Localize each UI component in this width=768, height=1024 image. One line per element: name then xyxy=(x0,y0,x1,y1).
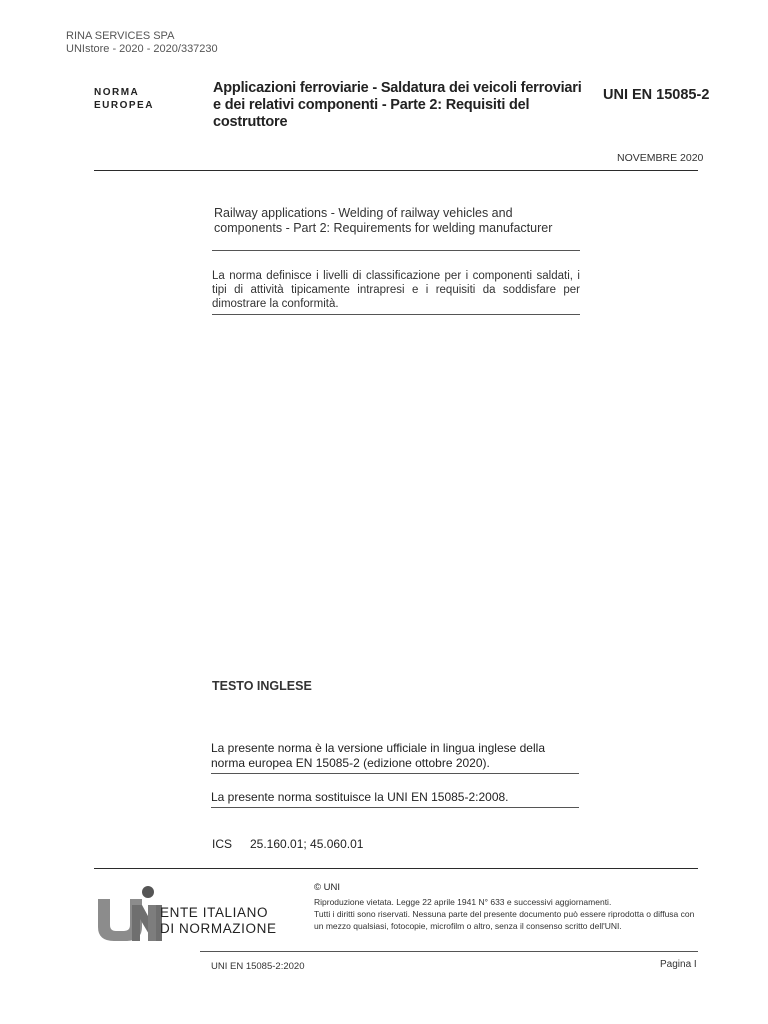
header-divider xyxy=(94,170,698,171)
english-title-divider xyxy=(212,250,580,251)
publisher-name-line1: ENTE ITALIANO xyxy=(160,905,269,920)
page-number: Pagina I xyxy=(660,959,697,970)
official-version-divider xyxy=(211,773,579,774)
publisher-name-line2: DI NORMAZIONE xyxy=(160,921,277,936)
footer-divider xyxy=(200,951,698,952)
official-version-text: La presente norma è la versione ufficiale in lingua inglese della norma europea EN 15085-2 (edizione ottobre 2020). xyxy=(211,741,545,770)
norma-label: NORMA xyxy=(94,87,140,98)
standard-code: UNI EN 15085-2 xyxy=(603,87,710,103)
replaces-divider xyxy=(211,807,579,808)
italian-title: Applicazioni ferroviarie - Saldatura dei veicoli ferroviari e dei relativi componenti - Parte 2: Requisiti del costruttore xyxy=(213,80,582,130)
copyright-notice: © UNI xyxy=(314,882,340,893)
legal-line-1: Riproduzione vietata. Legge 22 aprile 1941 N° 633 e successivi aggiornamenti. xyxy=(314,897,612,907)
publication-date: NOVEMBRE 2020 xyxy=(617,152,704,164)
ics-codes: 25.160.01; 45.060.01 xyxy=(250,837,364,851)
watermark-licensee: RINA SERVICES SPA xyxy=(66,30,175,42)
watermark-store-ref: UNIstore - 2020 - 2020/337230 xyxy=(66,43,218,55)
ics-label: ICS xyxy=(212,837,233,851)
publisher-name xyxy=(160,905,277,937)
language-heading: TESTO INGLESE xyxy=(212,679,312,693)
footer-doc-code: UNI EN 15085-2:2020 xyxy=(211,961,305,972)
abstract-text: La norma definisce i livelli di classificazione per i componenti saldati, i tipi di attività tipicamente intrapresi e i requisiti da soddisfare per dimostrare la conformità. xyxy=(212,270,580,310)
legal-line-2: Tutti i diritti sono riservati. Nessuna parte del presente documento può essere riprodotta o diffusa con un mezzo qualsiasi, fotocopie, microfilm o altro, senza il consenso scritto dell'UNI. xyxy=(314,909,695,931)
replaces-text: La presente norma sostituisce la UNI EN 15085-2:2008. xyxy=(211,790,509,804)
publisher-divider xyxy=(94,868,698,869)
europea-label: EUROPEA xyxy=(94,100,154,111)
abstract-divider xyxy=(212,314,580,315)
legal-notice xyxy=(314,896,704,932)
english-title: Railway applications - Welding of railway vehicles and components - Part 2: Requirements for welding manufacturer xyxy=(214,206,553,235)
